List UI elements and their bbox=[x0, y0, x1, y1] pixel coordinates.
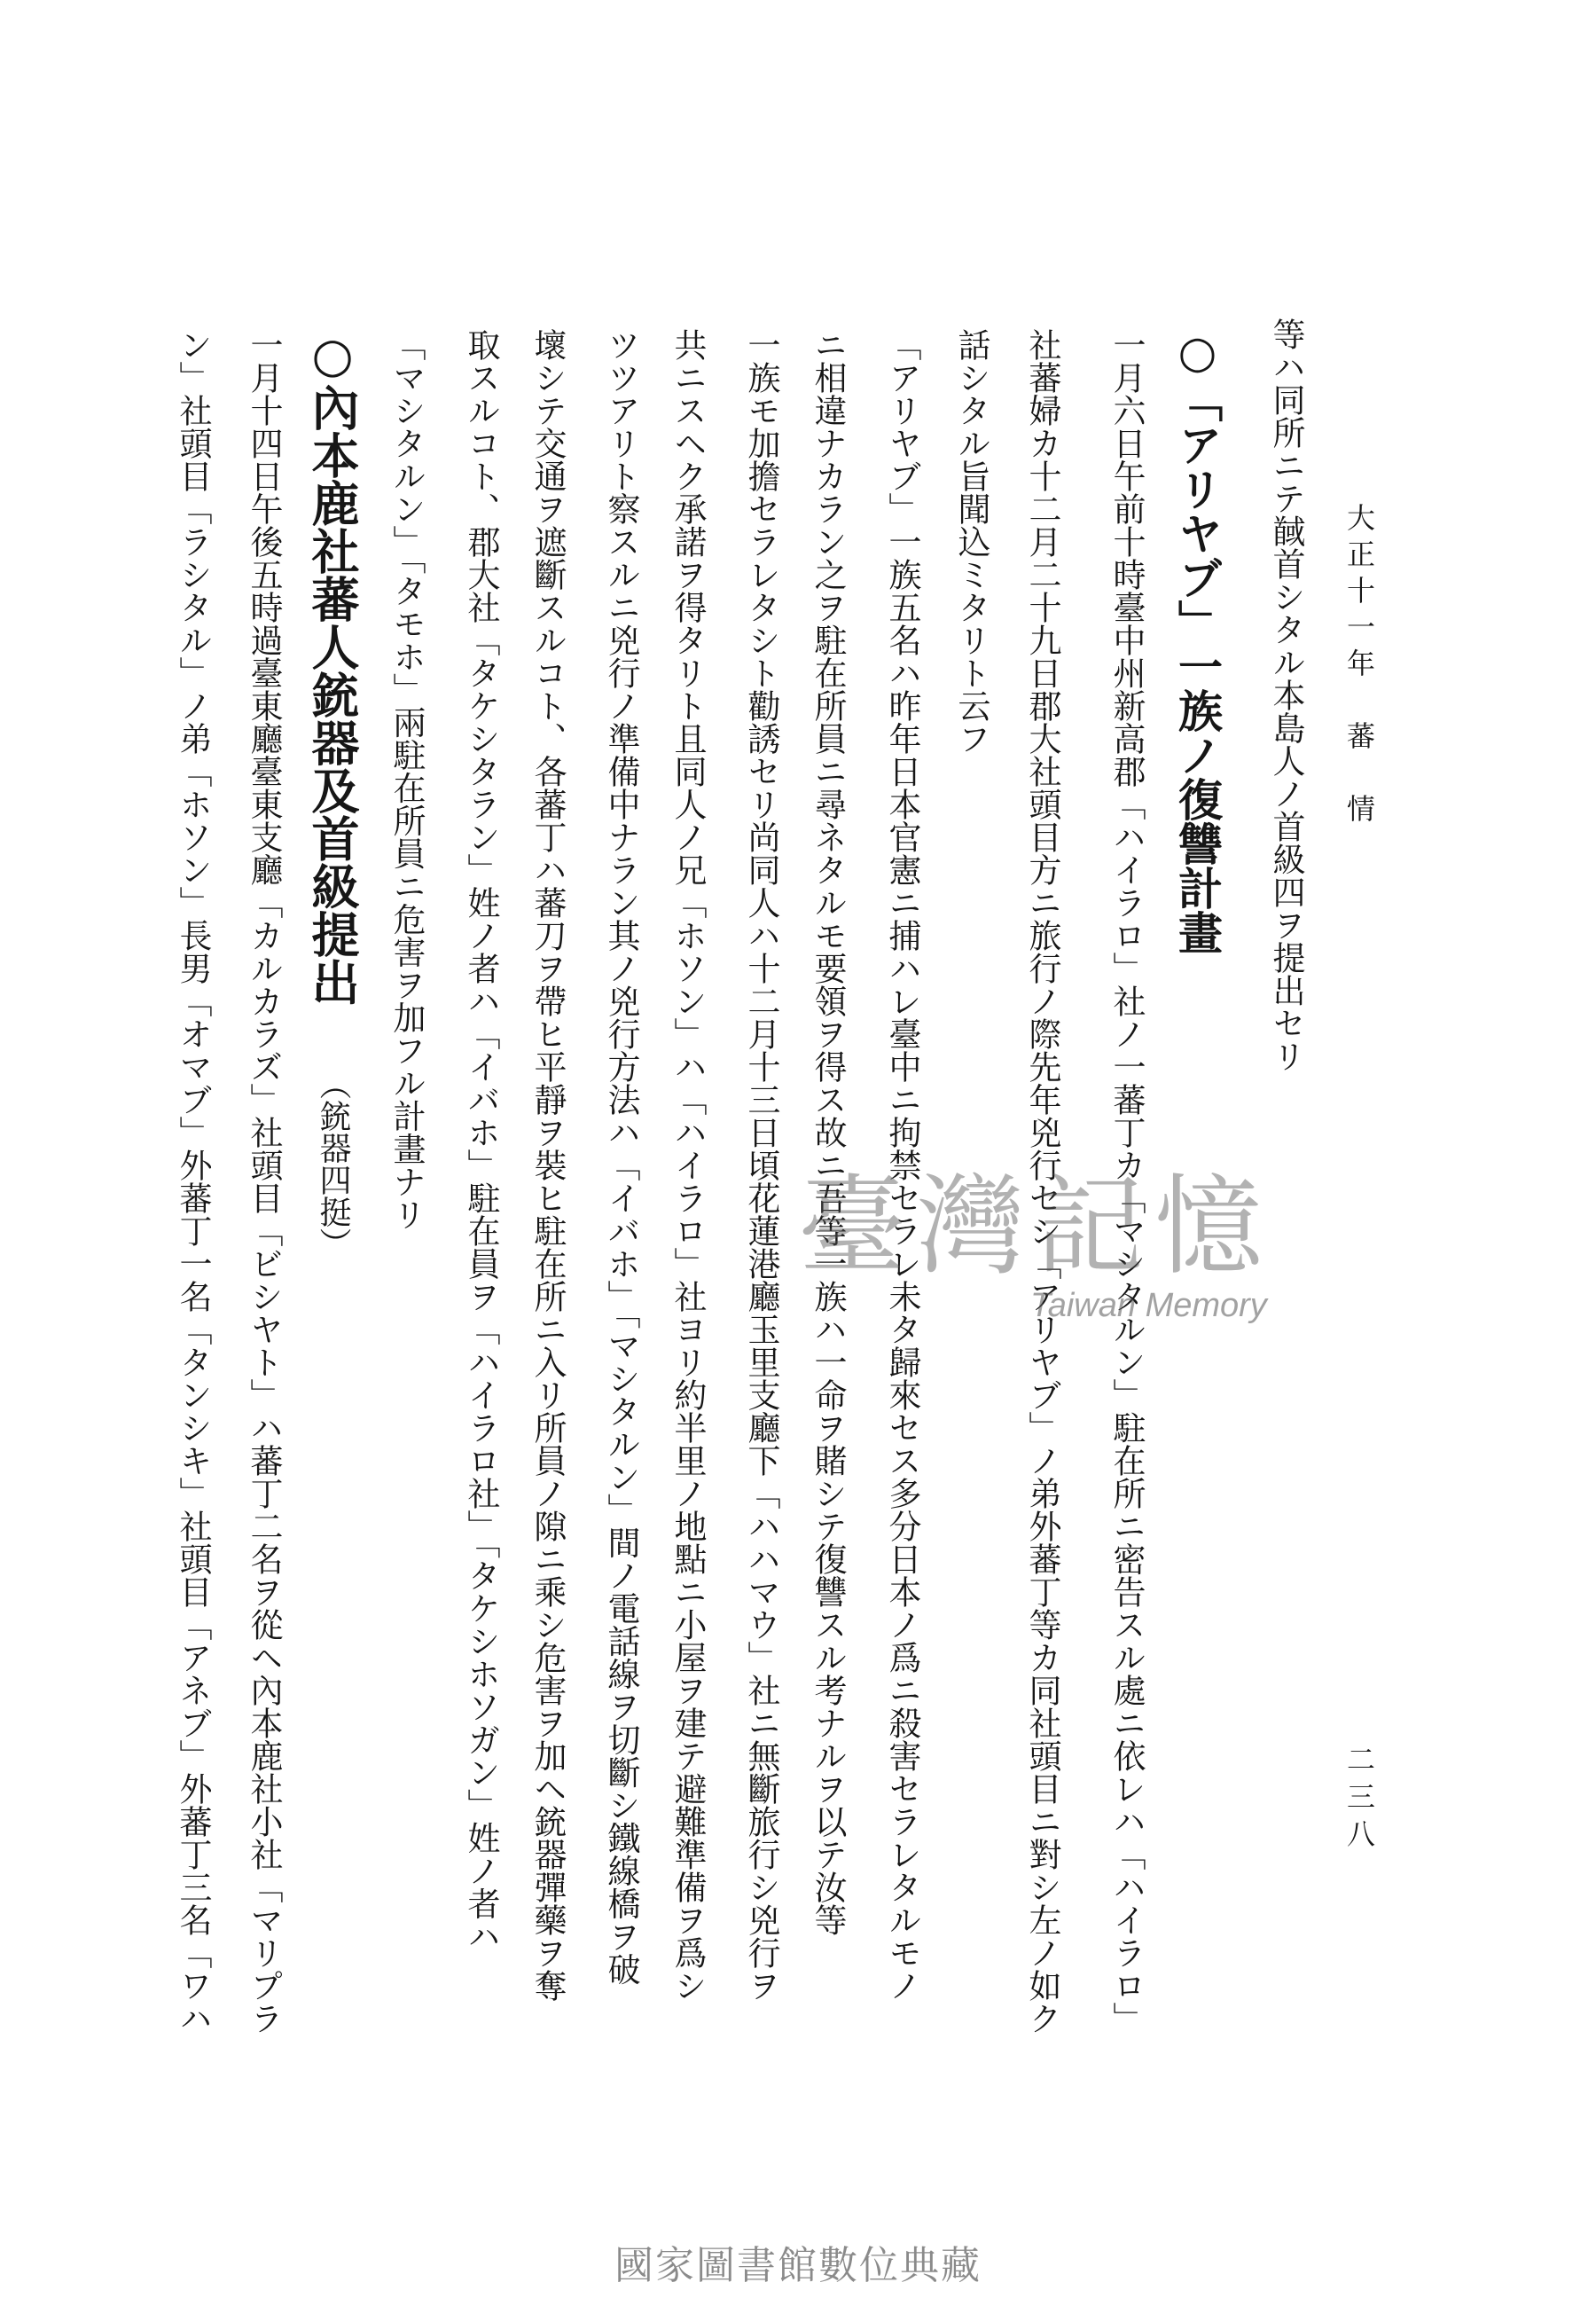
watermark-title: 臺灣記憶 bbox=[798, 1164, 1273, 1290]
text-line: 壞シテ交通ヲ遮斷スルコト、各蕃丁ハ蕃刀ヲ帶ヒ平靜ヲ裝ヒ駐在所ニ入リ所員ノ隙ニ乘シ危害ヲ加ヘ銃器彈藥ヲ奪 bbox=[528, 328, 567, 2002]
section-heading: ○「アリヤブ」一族ノ復讐計畫 bbox=[1171, 326, 1224, 954]
text-line: 共ニスヘク承諾ヲ得タリト且同人ノ兄「ホソン」ハ「ハイラロ」社ヨリ約半里ノ地點ニ小屋ヲ建テ避難準備ヲ爲シ bbox=[669, 328, 707, 2002]
text-line: ツツアリト察スルニ兇行ノ準備中ナラン其ノ兇行方法ハ「イバホ」「マシタルン」間ノ電話線ヲ切斷シ鐵線橋ヲ破 bbox=[602, 328, 640, 1986]
text-line: 一族モ加擔セラレタシト勸誘セリ尚同人ハ十二月十三日頃花蓮港廳玉里支廳下「ハハマウ」社ニ無斷旅行シ兇行ヲ bbox=[742, 328, 780, 2002]
section-heading-title: ○內本鹿社蕃人銃器及首級提出 bbox=[304, 326, 361, 1006]
text-line: 取スルコト、郡大社「タケシタラン」姓ノ者ハ「イバホ」駐在員ヲ「ハイラロ社」「タケシホソガン」姓ノ者ハ bbox=[462, 328, 500, 1953]
footer-credit: 國家圖書館數位典藏 bbox=[614, 2243, 982, 2288]
text-line: ニ相違ナカラン之ヲ駐在所員ニ尋ネタルモ要領ヲ得ス故ニ吾等一族ハ一命ヲ賭シテ復讐スル考ナルヲ以テ汝等 bbox=[809, 328, 847, 1936]
watermark-subtitle: Taiwan Memory bbox=[1030, 1287, 1267, 1324]
page-number: 二三八 bbox=[1342, 1745, 1376, 1856]
text-line: ン」社頭目「ラシタル」ノ弟「ホソン」長男「オマブ」外蕃丁一名「タンシキ」社頭目「アネブ」外蕃丁三名「ワハ bbox=[174, 328, 212, 2035]
text-line: 話シタル旨聞込ミタリト云フ bbox=[952, 328, 990, 755]
section-heading-note: （銃器四挺） bbox=[315, 1068, 351, 1259]
running-head: 大正十一年 蕃 情 bbox=[1342, 503, 1376, 830]
text-line: 社蕃婦カ十二月二十九日郡大社頭目方ニ旅行ノ際先年兇行セシ「アリヤブ」ノ弟外蕃丁等カ同社頭目ニ對シ左ノ如ク bbox=[1023, 328, 1061, 2035]
section-heading bbox=[306, 326, 359, 1259]
text-line: 「マシタルン」「タモホ」兩駐在所員ニ危害ヲ加フル計畫ナリ bbox=[387, 328, 426, 1231]
text-line: 等ハ同所ニテ馘首シタル本島人ノ首級四ヲ提出セリ bbox=[1267, 318, 1305, 1072]
text-line: 一月六日午前十時臺中州新高郡「ハイラロ」社ノ一蕃丁カ「マシタルン」駐在所ニ密告スル處ニ依レハ「ハイラロ」 bbox=[1107, 328, 1146, 2035]
text-line: 「アリヤブ」一族五名ハ昨年日本官憲ニ捕ハレ臺中ニ拘禁セラレ未タ歸來セス多分日本ノ爲ニ殺害セラレタルモノ bbox=[883, 328, 921, 2002]
text-line: 一月十四日午後五時過臺東廳臺東支廳「カルカラズ」社頭目「ビシヤト」ハ蕃丁二名ヲ從ヘ內本鹿社小社「マリプラ bbox=[245, 328, 283, 2035]
